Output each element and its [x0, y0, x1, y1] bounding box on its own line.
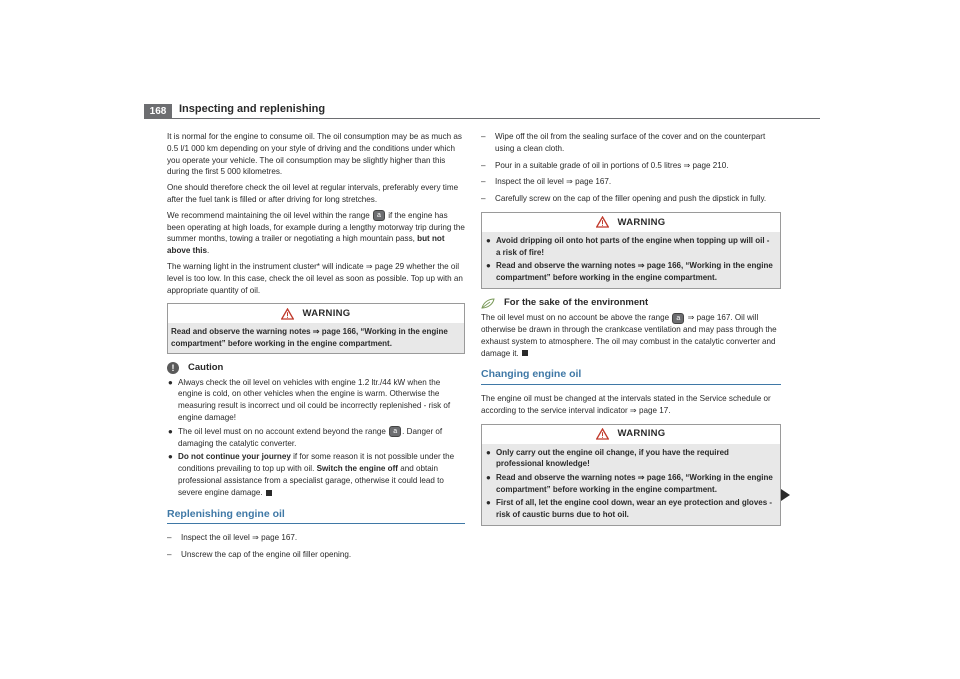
section-end-mark — [266, 490, 272, 496]
page-number: 168 — [144, 104, 172, 119]
environment-text: The oil level must on no account be above the range a ⇒ page 167. Oil will otherwise be drawn in through the crankcase ventilation and may pass through the exhaust system to atmosphere. The oil may combust in the catalytic converter and damage it. — [481, 313, 777, 358]
step-screw-cap: – Carefully screw on the cap of the filler opening and push the dipstick in fully. — [481, 194, 767, 204]
warning-item-knowledge: ● Only carry out the engine oil change, if you have the required professional knowledge! — [486, 447, 729, 469]
paragraph-check-regularly: One should therefore check the oil level at regular intervals, preferably every time after the fuel tank is filled or after driving for long stretches. — [167, 183, 459, 204]
caution-item-range: ● The oil level must on no account extend beyond the range a . Danger of damaging the catalytic converter. — [168, 426, 443, 448]
warning-header: WARNING — [482, 425, 780, 444]
warning-triangle-icon — [596, 216, 609, 228]
step-pour-oil: – Pour in a suitable grade of oil in portions of 0.5 litres ⇒ page 210. — [481, 160, 729, 170]
step-inspect-oil-level: – Inspect the oil level ⇒ page 167. — [167, 533, 298, 543]
continue-arrow-icon — [781, 489, 790, 501]
header-rule — [172, 118, 820, 119]
left-column — [167, 131, 465, 566]
warning-item-notes: ● Read and observe the warning notes ⇒ page 166, “Working in the engine compartment” before working in the engine compartment. — [486, 472, 773, 494]
paragraph-change-intervals: The engine oil must be changed at the intervals stated in the Service schedule or according to the service interval indicator ⇒ page 17. — [481, 394, 771, 415]
range-a-icon: a — [373, 210, 385, 221]
warning-box-fire — [481, 212, 781, 289]
section-title-replenishing: Replenishing engine oil — [167, 509, 465, 525]
warning-text: Read and observe the warning notes ⇒ page 166, “Working in the engine compartment” before working in the engine compartment. — [171, 327, 448, 348]
warning-triangle-icon — [596, 428, 609, 440]
environment-header: For the sake of the environment — [481, 297, 781, 309]
step-wipe-oil: – Wipe off the oil from the sealing surface of the cover and on the counterpart using a clean cloth. — [481, 132, 766, 153]
paragraph-oil-consumption: It is normal for the engine to consume oil. The oil consumption may be as much as 0.5 l/1 000 km depending on your style of driving and the conditions under which you operate your vehicle. The oil consumption may be slightly higher than this during the first 5 000 kilometres. — [167, 132, 462, 177]
warning-item-cool-down: ● First of all, let the engine cool down, wear an eye protection and gloves - risk of caustic burns due to hot oil. — [486, 498, 773, 519]
warning-item-fire: ● Avoid dripping oil onto hot parts of the engine when topping up will oil - a risk of fire! — [486, 235, 770, 257]
chapter-title: Inspecting and replenishing — [179, 103, 326, 115]
step-unscrew-cap: – Unscrew the cap of the engine oil filler opening. — [167, 550, 352, 560]
caution-header: ! Caution — [167, 362, 465, 374]
caution-item-journey: ● Do not continue your journey if for some reason it is not possible under the conditions prevailing to top up with oil. Switch the engine off and obtain professional assistance from a specialist garage, otherwise it could lead to severe engine damage. — [168, 452, 455, 497]
caution-item-cold-engine: ● Always check the oil level on vehicles with engine 1.2 ltr./44 kW when the engine is cold, on other vehicles when the engine is warm. Otherwise the measuring result is incorrect und oil could be incorrectly replenished - risk of engine damage! — [168, 377, 451, 422]
environment-leaf-icon — [481, 298, 495, 309]
paragraph-recommend-range: We recommend maintaining the oil level within the range a if the engine has been operating at high loads, for example during a lengthy motorway trip during the summer months, towing a trailer or negotiating a high mountain pass, but not above this. — [167, 210, 465, 256]
warning-item-notes: ● Read and observe the warning notes ⇒ page 166, “Working in the engine compartment” before working in the engine compartment. — [486, 261, 773, 282]
range-a-icon: a — [389, 426, 401, 437]
warning-header: WARNING — [168, 304, 464, 323]
caution-exclamation-icon: ! — [167, 362, 179, 374]
warning-box — [167, 303, 465, 353]
warning-triangle-icon — [281, 308, 294, 320]
section-end-mark — [522, 350, 528, 356]
section-title-changing: Changing engine oil — [481, 369, 781, 385]
page-header — [144, 102, 820, 119]
range-a-icon: a — [672, 313, 684, 324]
warning-box-oil-change — [481, 424, 781, 527]
step-inspect-oil-level-again: – Inspect the oil level ⇒ page 167. — [481, 177, 612, 187]
warning-header: WARNING — [482, 213, 780, 232]
paragraph-warning-light: The warning light in the instrument cluster* will indicate ⇒ page 29 whether the oil level is too low. In this case, check the oil level as soon as possible. Top up with an appropriate quantity of oil. — [167, 261, 463, 295]
right-column — [481, 131, 781, 534]
